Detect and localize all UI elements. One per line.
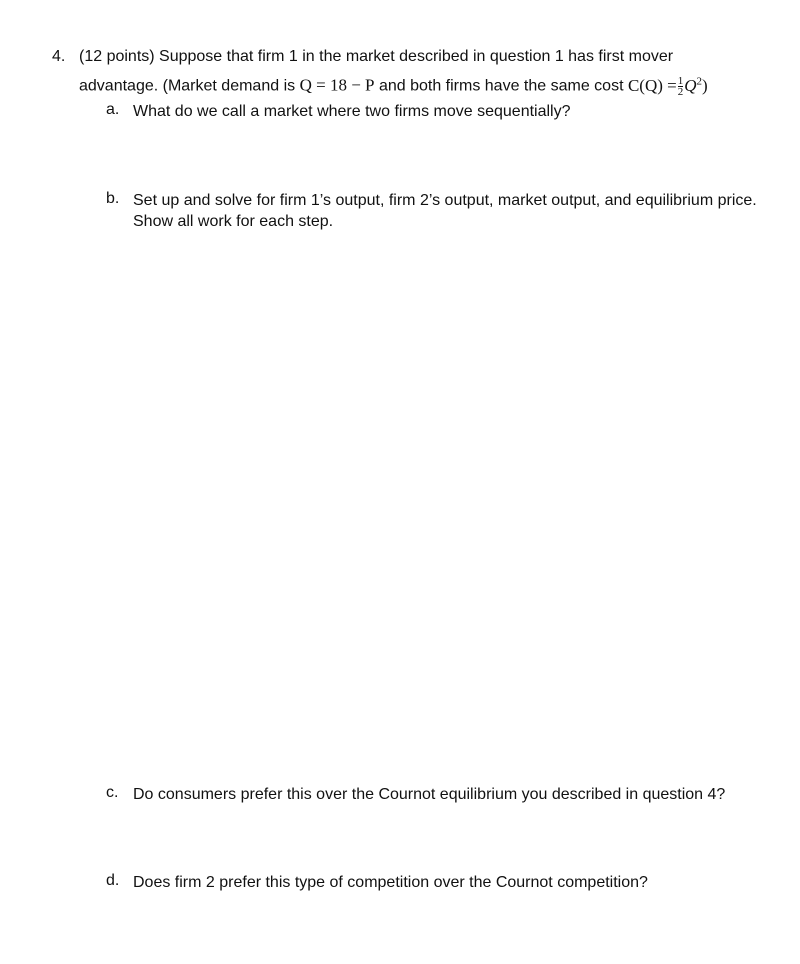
line2-prefix: advantage. (Market demand is [79, 77, 296, 95]
part-b-text: Set up and solve for firm 1’s output, firm 2’s output, market output, and equilibrium price. Show all work for each step. [133, 192, 757, 230]
line2-middle: and both firms have the same cost [378, 77, 624, 95]
question-number: 4. [52, 48, 66, 65]
part-b-letter: b. [106, 190, 120, 207]
cost-numerator: 1 [677, 75, 684, 88]
cost-variable: Q [684, 75, 697, 95]
cost-close: ) [702, 75, 708, 95]
part-c-text: Do consumers prefer this over the Cournot equilibrium you described in question 4? [133, 786, 726, 803]
cost-fraction [678, 76, 684, 97]
cost-function [627, 75, 708, 99]
part-d-text: Does firm 2 prefer this type of competition over the Cournot competition? [133, 874, 648, 891]
part-d-letter: d. [106, 872, 120, 889]
question-line-2 [79, 75, 708, 97]
cost-exponent: 2 [696, 75, 703, 87]
part-c-letter: c. [106, 784, 119, 801]
part-a-text: What do we call a market where two firms move sequentially? [133, 103, 571, 120]
cost-denominator: 2 [677, 86, 684, 99]
demand-equation: Q = 18 − P [299, 75, 375, 95]
question-line-1: (12 points) Suppose that firm 1 in the market described in question 1 has first mover [79, 48, 674, 65]
cost-lhs: C(Q) = [627, 75, 677, 95]
part-a-letter: a. [106, 101, 120, 118]
